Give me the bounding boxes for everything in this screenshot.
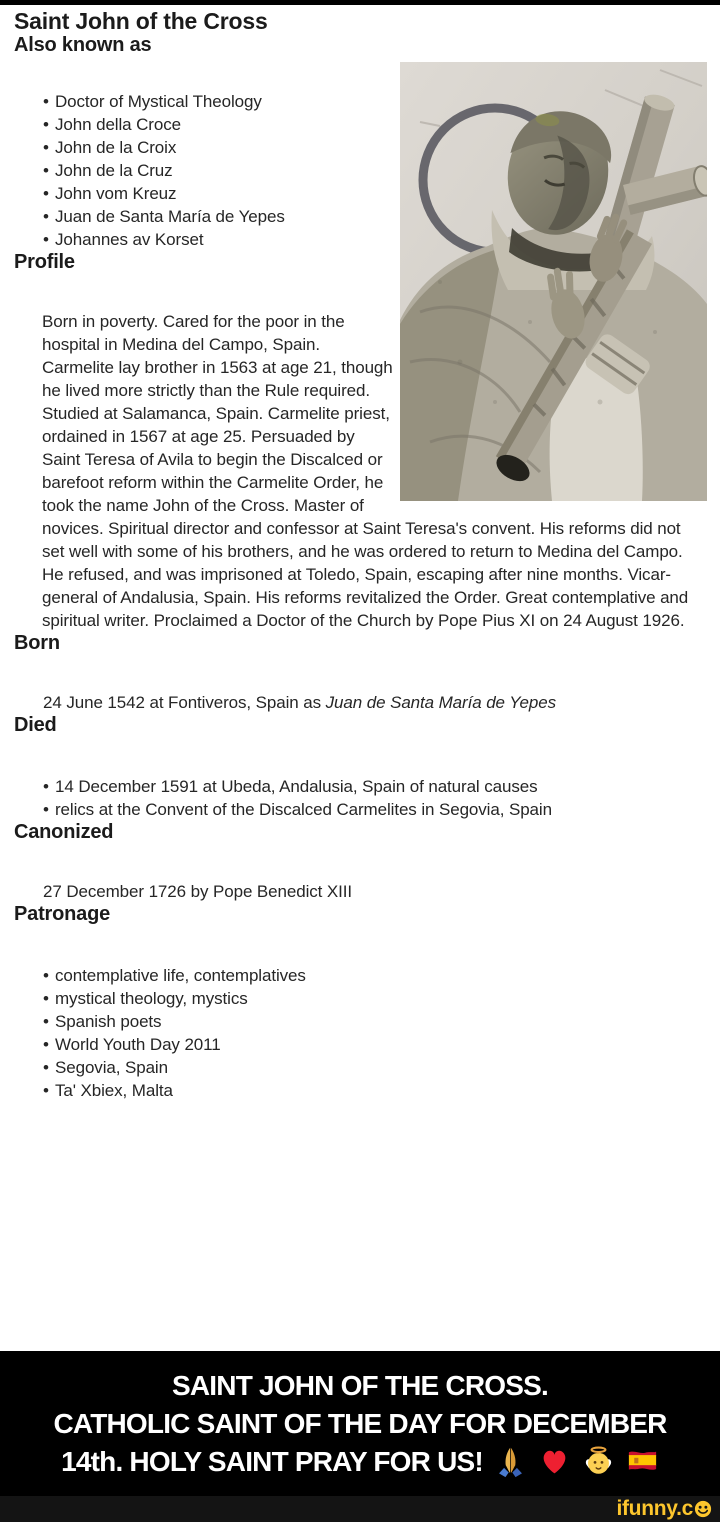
list-item: • World Youth Day 2011 bbox=[43, 1033, 720, 1056]
section-heading-also-known-as: Also known as bbox=[14, 34, 152, 56]
caption-line-3-text: 14th. HOLY SAINT PRAY FOR US! bbox=[61, 1446, 483, 1477]
praying-hands-emoji bbox=[494, 1445, 527, 1478]
section-heading-born: Born bbox=[14, 632, 60, 654]
list-item: • 14 December 1591 at Ubeda, Andalusia, Spain of natural causes bbox=[43, 775, 720, 798]
born-text bbox=[43, 691, 704, 714]
list-item: • contemplative life, contemplatives bbox=[43, 964, 720, 987]
red-heart-emoji bbox=[538, 1445, 571, 1478]
patronage-list bbox=[43, 964, 720, 1102]
list-item: • Juan de Santa María de Yepes bbox=[43, 205, 720, 228]
born-birth-name: Juan de Santa María de Yepes bbox=[325, 693, 556, 712]
list-item: • John de la Croix bbox=[43, 136, 720, 159]
caption-line-1: SAINT JOHN OF THE CROSS. bbox=[172, 1370, 548, 1401]
spain-flag-emoji bbox=[626, 1445, 659, 1478]
section-heading-patronage: Patronage bbox=[14, 903, 111, 925]
caption-bar bbox=[0, 1351, 720, 1496]
born-date: 24 June 1542 at Fontiveros, Spain as bbox=[43, 693, 326, 712]
list-item: • John de la Cruz bbox=[43, 159, 720, 182]
canonized-text: 27 December 1726 by Pope Benedict XIII bbox=[43, 882, 353, 901]
list-item: • Johannes av Korset bbox=[43, 228, 720, 251]
ifunny-smiley-icon bbox=[694, 1500, 712, 1518]
list-item: • mystical theology, mystics bbox=[43, 987, 720, 1010]
profile-text: Born in poverty. Cared for the poor in the hospital in Medina del Campo, Spain. Carmelite lay brother in 1563 at age 21, though he lived more strictly than the Rule required. Studied at Salamanca, Spain. Carmelite priest, ordained in 1567 at age 25. Persuaded by Saint Teresa of Avila to begin the Discalced or barefoot reform within the Carmelite Order, he took the name John of the Cross. Master of novices. Spiritual director and confessor at Saint Teresa's convent. His reforms did not set well with some of his brothers, and he was ordered to return to Medina del Campo. He refused, and was imprisoned at Toledo, Spain, escaping after nine months. Vicar-general of Andalusia, Spain. His reforms revitalized the Order. Great contemplative and spiritual writer. Proclaimed a Doctor of the Church by Pope Pius XI on 24 August 1926. bbox=[42, 312, 689, 630]
list-item: • Doctor of Mystical Theology bbox=[43, 90, 720, 113]
ifunny-watermark-text: ifunny.c bbox=[616, 1497, 693, 1520]
list-item: • John della Croce bbox=[43, 113, 720, 136]
saint-profile-document bbox=[0, 5, 720, 1351]
ifunny-watermark bbox=[616, 1497, 712, 1521]
caption-line-2: CATHOLIC SAINT OF THE DAY FOR DECEMBER bbox=[53, 1408, 667, 1439]
section-heading-profile: Profile bbox=[14, 251, 75, 273]
caption-line-3 bbox=[0, 1443, 720, 1481]
died-list bbox=[43, 775, 720, 821]
section-heading-died: Died bbox=[14, 714, 57, 736]
page-title: Saint John of the Cross bbox=[14, 8, 268, 34]
list-item: • Segovia, Spain bbox=[43, 1056, 720, 1079]
statue-illustration bbox=[400, 62, 707, 501]
list-item: • Spanish poets bbox=[43, 1010, 720, 1033]
list-item: • Ta' Xbiex, Malta bbox=[43, 1079, 720, 1102]
section-heading-canonized: Canonized bbox=[14, 821, 114, 843]
statue-photo bbox=[400, 62, 707, 501]
watermark-bar bbox=[0, 1496, 720, 1522]
list-item: • John vom Kreuz bbox=[43, 182, 720, 205]
baby-angel-emoji bbox=[582, 1445, 615, 1478]
list-item: • relics at the Convent of the Discalced Carmelites in Segovia, Spain bbox=[43, 798, 720, 821]
